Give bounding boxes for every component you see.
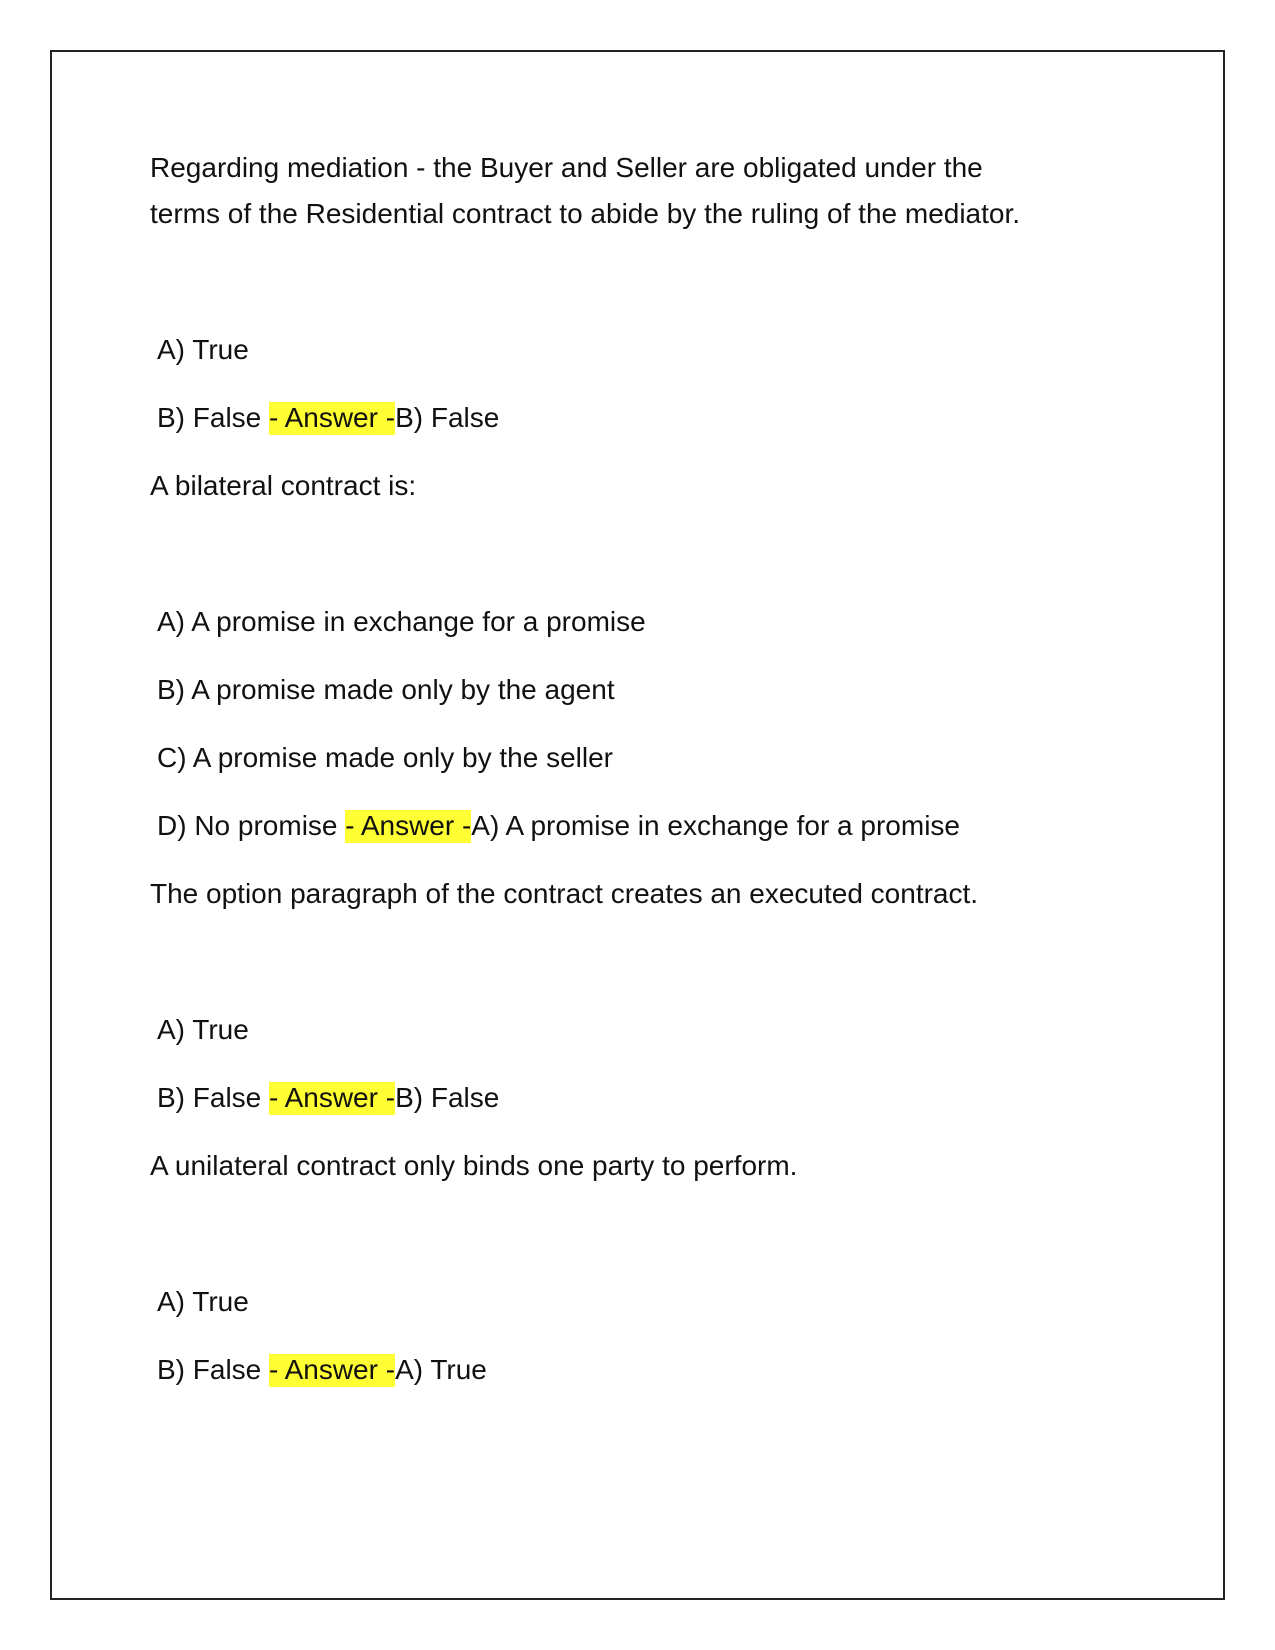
question-1-option-b-answer-line	[157, 401, 499, 435]
question-4-prompt: A unilateral contract only binds one party to perform.	[150, 1150, 798, 1181]
question-2-option-c: C) A promise made only by the seller	[157, 742, 613, 773]
question-4-answer: A) True	[395, 1354, 487, 1385]
question-2-option-d: D) No promise	[157, 810, 338, 841]
question-2-option-d-answer-line	[157, 809, 960, 843]
question-2-option-b: B) A promise made only by the agent	[157, 674, 615, 705]
question-3-option-b-answer-line	[157, 1081, 499, 1115]
question-1-prompt-line-2: terms of the Residential contract to abide by the ruling of the mediator.	[150, 198, 1021, 229]
question-4-option-a: A) True	[157, 1286, 249, 1317]
question-2-prompt: A bilateral contract is:	[150, 470, 417, 501]
answer-marker: - Answer -	[269, 1354, 396, 1385]
question-1-prompt-line-1: Regarding mediation - the Buyer and Seller are obligated under the	[150, 152, 983, 183]
question-4-option-b: B) False	[157, 1354, 262, 1385]
question-2-option-a: A) A promise in exchange for a promise	[157, 606, 646, 637]
question-3-prompt: The option paragraph of the contract creates an executed contract.	[150, 878, 979, 909]
question-1-option-b: B) False	[157, 402, 262, 433]
question-1-answer: B) False	[395, 402, 500, 433]
question-3-option-a: A) True	[157, 1014, 249, 1045]
answer-marker: - Answer -	[269, 1082, 396, 1113]
question-4-option-b-answer-line	[157, 1353, 487, 1387]
question-2-answer: A) A promise in exchange for a promise	[471, 810, 960, 841]
question-3-answer: B) False	[395, 1082, 500, 1113]
question-1-option-a: A) True	[157, 334, 249, 365]
question-3-option-b: B) False	[157, 1082, 262, 1113]
answer-marker: - Answer -	[345, 810, 472, 841]
answer-marker: - Answer -	[269, 402, 396, 433]
